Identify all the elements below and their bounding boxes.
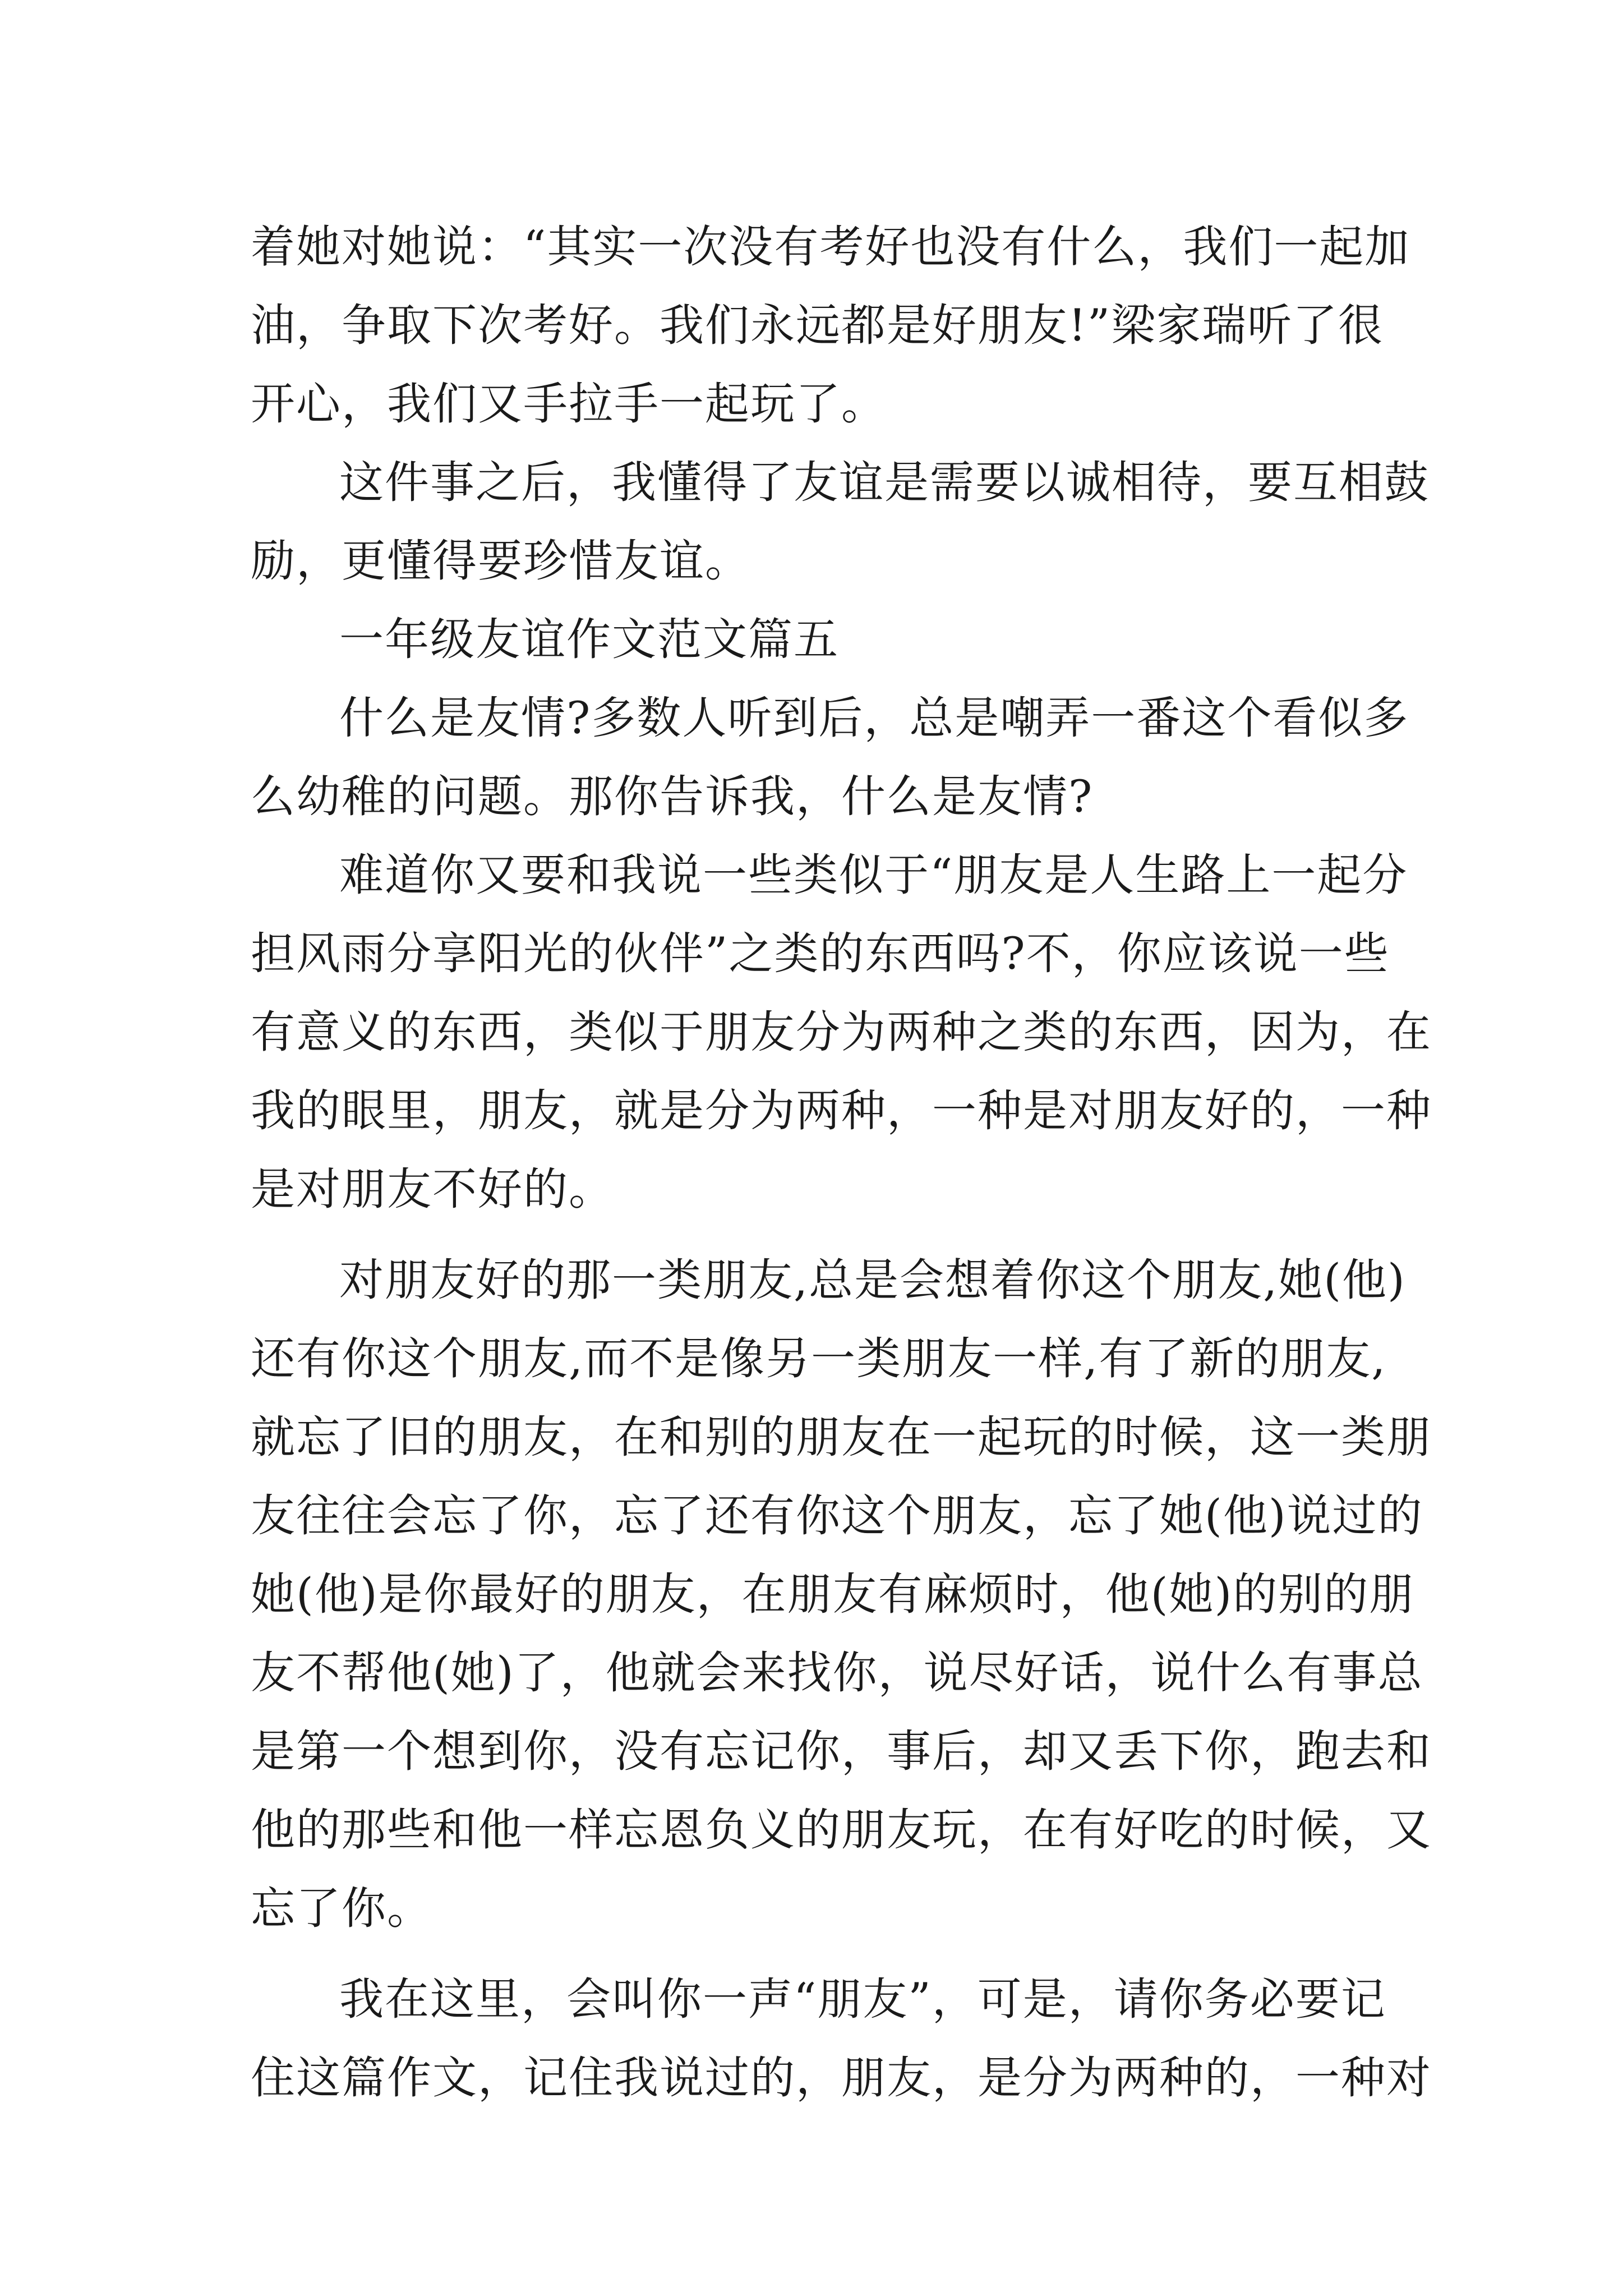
paragraph-gap — [251, 1228, 1378, 1241]
heading-text: 一年级友谊作文范文篇五 — [339, 614, 839, 665]
text-line: 这件事之后，我懂得了友谊是需要以诚相待，要互相鼓 — [339, 457, 1430, 508]
paragraph — [251, 836, 1432, 1228]
text-line: 我的眼里，朋友，就是分为两种，一种是对朋友好的，一种 — [251, 1085, 1432, 1137]
paragraph — [251, 679, 1409, 836]
text-line: 还有你这个朋友,而不是像另一类朋友一样,有了新的朋友, — [251, 1333, 1387, 1384]
paragraph — [251, 208, 1410, 443]
text-line: 住这篇作文，记住我说过的，朋友，是分为两种的，一种对 — [251, 2052, 1432, 2104]
text-line: 是第一个想到你，没有忘记你，事后，却又丢下你，跑去和 — [251, 1726, 1432, 1777]
text-line: 他的那些和他一样忘恩负义的朋友玩，在有好吃的时候，又 — [251, 1804, 1432, 1856]
text-line: 她(他)是你最好的朋友，在朋友有麻烦时，他(她)的别的朋 — [251, 1568, 1415, 1620]
text-line: 对朋友好的那一类朋友,总是会想着你这个朋友,她(他) — [339, 1254, 1406, 1306]
paragraph — [251, 443, 1430, 600]
document-page — [251, 208, 1432, 2117]
text-line: 我在这里，会叫你一声“朋友”，可是，请你务必要记 — [339, 1973, 1386, 2025]
text-line: 着她对她说：“其实一次没有考好也没有什么，我们一起加 — [251, 221, 1410, 273]
paragraph-gap — [251, 1948, 1378, 1960]
text-line: 开心，我们又手拉手一起玩了。 — [251, 378, 887, 430]
text-line: 什么是友情?多数人听到后，总是嘲弄一番这个看似多 — [339, 692, 1409, 744]
text-line: 么幼稚的问题。那你告诉我，什么是友情? — [251, 771, 1094, 822]
text-line: 励，更懂得要珍惜友谊。 — [251, 535, 750, 587]
section-heading — [251, 600, 1378, 679]
paragraph — [251, 1241, 1432, 1948]
text-line: 友不帮他(她)了，他就会来找你，说尽好话，说什么有事总 — [251, 1647, 1423, 1699]
text-line: 是对朋友不好的。 — [251, 1163, 614, 1215]
text-line: 难道你又要和我说一些类似于“朋友是人生路上一起分 — [339, 849, 1408, 901]
text-line: 有意义的东西，类似于朋友分为两种之类的东西，因为，在 — [251, 1006, 1432, 1058]
text-line: 忘了你。 — [251, 1883, 432, 1934]
text-line: 友往往会忘了你，忘了还有你这个朋友，忘了她(他)说过的 — [251, 1490, 1423, 1542]
paragraph — [251, 1960, 1432, 2117]
text-line: 就忘了旧的朋友，在和别的朋友在一起玩的时候，这一类朋 — [251, 1411, 1432, 1463]
text-line: 担风雨分享阳光的伙伴”之类的东西吗?不，你应该说一些 — [251, 928, 1390, 979]
text-line: 油，争取下次考好。我们永远都是好朋友!”梁家瑞听了很 — [251, 300, 1384, 351]
